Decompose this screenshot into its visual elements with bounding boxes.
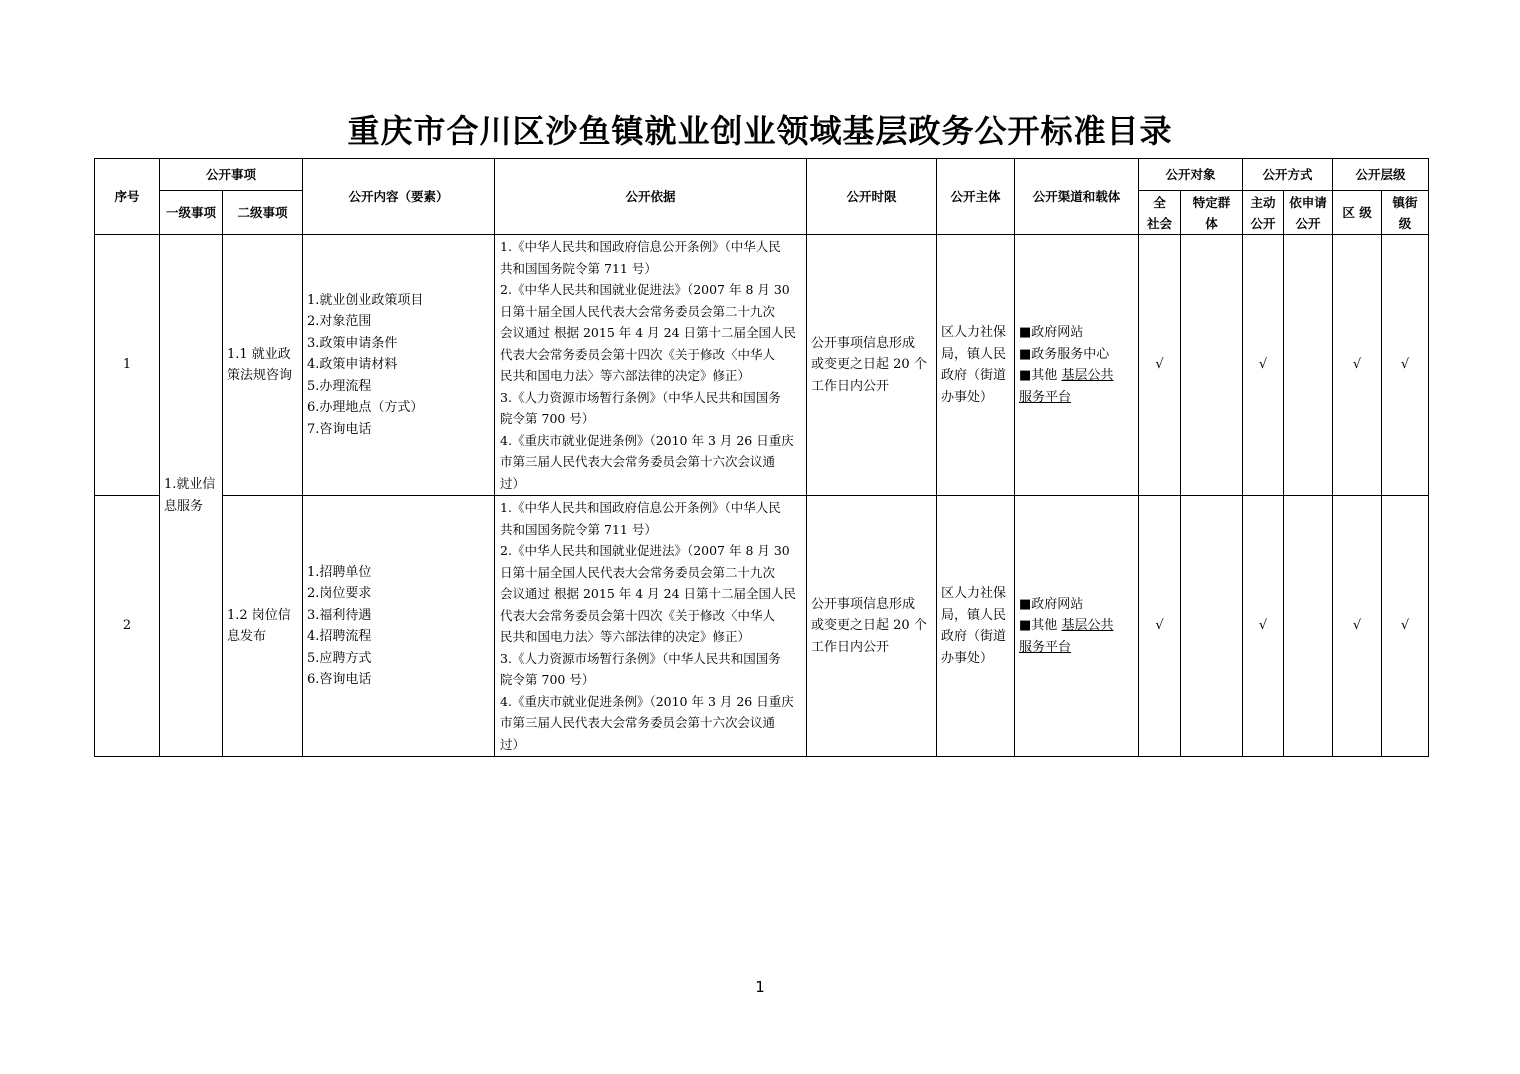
row-district: √ xyxy=(1333,235,1382,496)
row-level2: 1.1 就业政 策法规咨询 xyxy=(223,235,303,496)
header-channel: 公开渠道和载体 xyxy=(1015,159,1139,235)
row-town: √ xyxy=(1382,235,1429,496)
row-basis: 1.《中华人民共和国政府信息公开条例》（中华人民 共和国国务院令第 711 号） 2.《中华人民共和国就业促进法》（2007 年 8 月 30 日第十届全国人民代表大会常务委员会第二十九次 会议通过 根据 2015 年 4 月 24 日第十二届全国人民 代表大会常务委员会第十四次《关于修改〈中华人 民共和国电力法〉等六部法律的决定》修正） 3.《人力资源市场暂行条例》（中华人民共和国国务 院令第 700 号） 4.《重庆市就业促进条例》（2010 年 3 月 26 日重庆 市第三届人民代表大会常务委员会第十六次会议通 过） xyxy=(495,496,807,757)
header-target-specific: 特定群 体 xyxy=(1181,191,1243,235)
header-method-active: 主动 公开 xyxy=(1243,191,1284,235)
row-time-limit: 公开事项信息形成 或变更之日起 20 个 工作日内公开 xyxy=(807,235,937,496)
row-active: √ xyxy=(1243,496,1284,757)
table-row xyxy=(95,235,1429,496)
row-specific-group xyxy=(1181,496,1243,757)
row-level2: 1.2 岗位信 息发布 xyxy=(223,496,303,757)
header-target-all: 全 社会 xyxy=(1139,191,1181,235)
row-channels: ■政府网站 ■政务服务中心 ■其他 基层公共 服务平台 xyxy=(1015,235,1139,496)
row-subject: 区人力社保 局，镇人民 政府（街道 办事处） xyxy=(937,235,1015,496)
row-town: √ xyxy=(1382,496,1429,757)
row-all-society: √ xyxy=(1139,235,1181,496)
row-on-request xyxy=(1284,496,1333,757)
table-row xyxy=(95,496,1429,757)
header-method-apply: 依申请 公开 xyxy=(1284,191,1333,235)
header-level-town: 镇街 级 xyxy=(1382,191,1429,235)
row-active: √ xyxy=(1243,235,1284,496)
header-level-district: 区 级 xyxy=(1333,191,1382,235)
header-content: 公开内容（要素） xyxy=(303,159,495,235)
page-number: 1 xyxy=(755,978,765,996)
header-level: 公开层级 xyxy=(1333,159,1429,191)
level1-item: 1.就业信 息服务 xyxy=(160,235,223,757)
catalog-table xyxy=(94,158,1429,757)
header-level1: 一级事项 xyxy=(160,191,223,235)
row-specific-group xyxy=(1181,235,1243,496)
header-matter: 公开事项 xyxy=(160,159,303,191)
row-seq: 2 xyxy=(95,496,160,757)
header-seq: 序号 xyxy=(95,159,160,235)
header-row-1 xyxy=(95,159,1429,191)
header-method: 公开方式 xyxy=(1243,159,1333,191)
row-subject: 区人力社保 局，镇人民 政府（街道 办事处） xyxy=(937,496,1015,757)
row-time-limit: 公开事项信息形成 或变更之日起 20 个 工作日内公开 xyxy=(807,496,937,757)
row-basis: 1.《中华人民共和国政府信息公开条例》（中华人民 共和国国务院令第 711 号） 2.《中华人民共和国就业促进法》（2007 年 8 月 30 日第十届全国人民代表大会常务委员会第二十九次 会议通过 根据 2015 年 4 月 24 日第十二届全国人民 代表大会常务委员会第十四次《关于修改〈中华人 民共和国电力法〉等六部法律的决定》修正） 3.《人力资源市场暂行条例》（中华人民共和国国务 院令第 700 号） 4.《重庆市就业促进条例》（2010 年 3 月 26 日重庆 市第三届人民代表大会常务委员会第十六次会议通 过） xyxy=(495,235,807,496)
row-content: 1.就业创业政策项目 2.对象范围 3.政策申请条件 4.政策申请材料 5.办理流程 6.办理地点（方式） 7.咨询电话 xyxy=(303,235,495,496)
header-level2: 二级事项 xyxy=(223,191,303,235)
header-time-limit: 公开时限 xyxy=(807,159,937,235)
row-seq: 1 xyxy=(95,235,160,496)
row-channels: ■政府网站 ■其他 基层公共 服务平台 xyxy=(1015,496,1139,757)
header-target: 公开对象 xyxy=(1139,159,1243,191)
row-on-request xyxy=(1284,235,1333,496)
row-all-society: √ xyxy=(1139,496,1181,757)
row-content: 1.招聘单位 2.岗位要求 3.福利待遇 4.招聘流程 5.应聘方式 6.咨询电话 xyxy=(303,496,495,757)
header-subject: 公开主体 xyxy=(937,159,1015,235)
page-title: 重庆市合川区沙鱼镇就业创业领域基层政务公开标准目录 xyxy=(347,112,1173,150)
row-district: √ xyxy=(1333,496,1382,757)
header-basis: 公开依据 xyxy=(495,159,807,235)
